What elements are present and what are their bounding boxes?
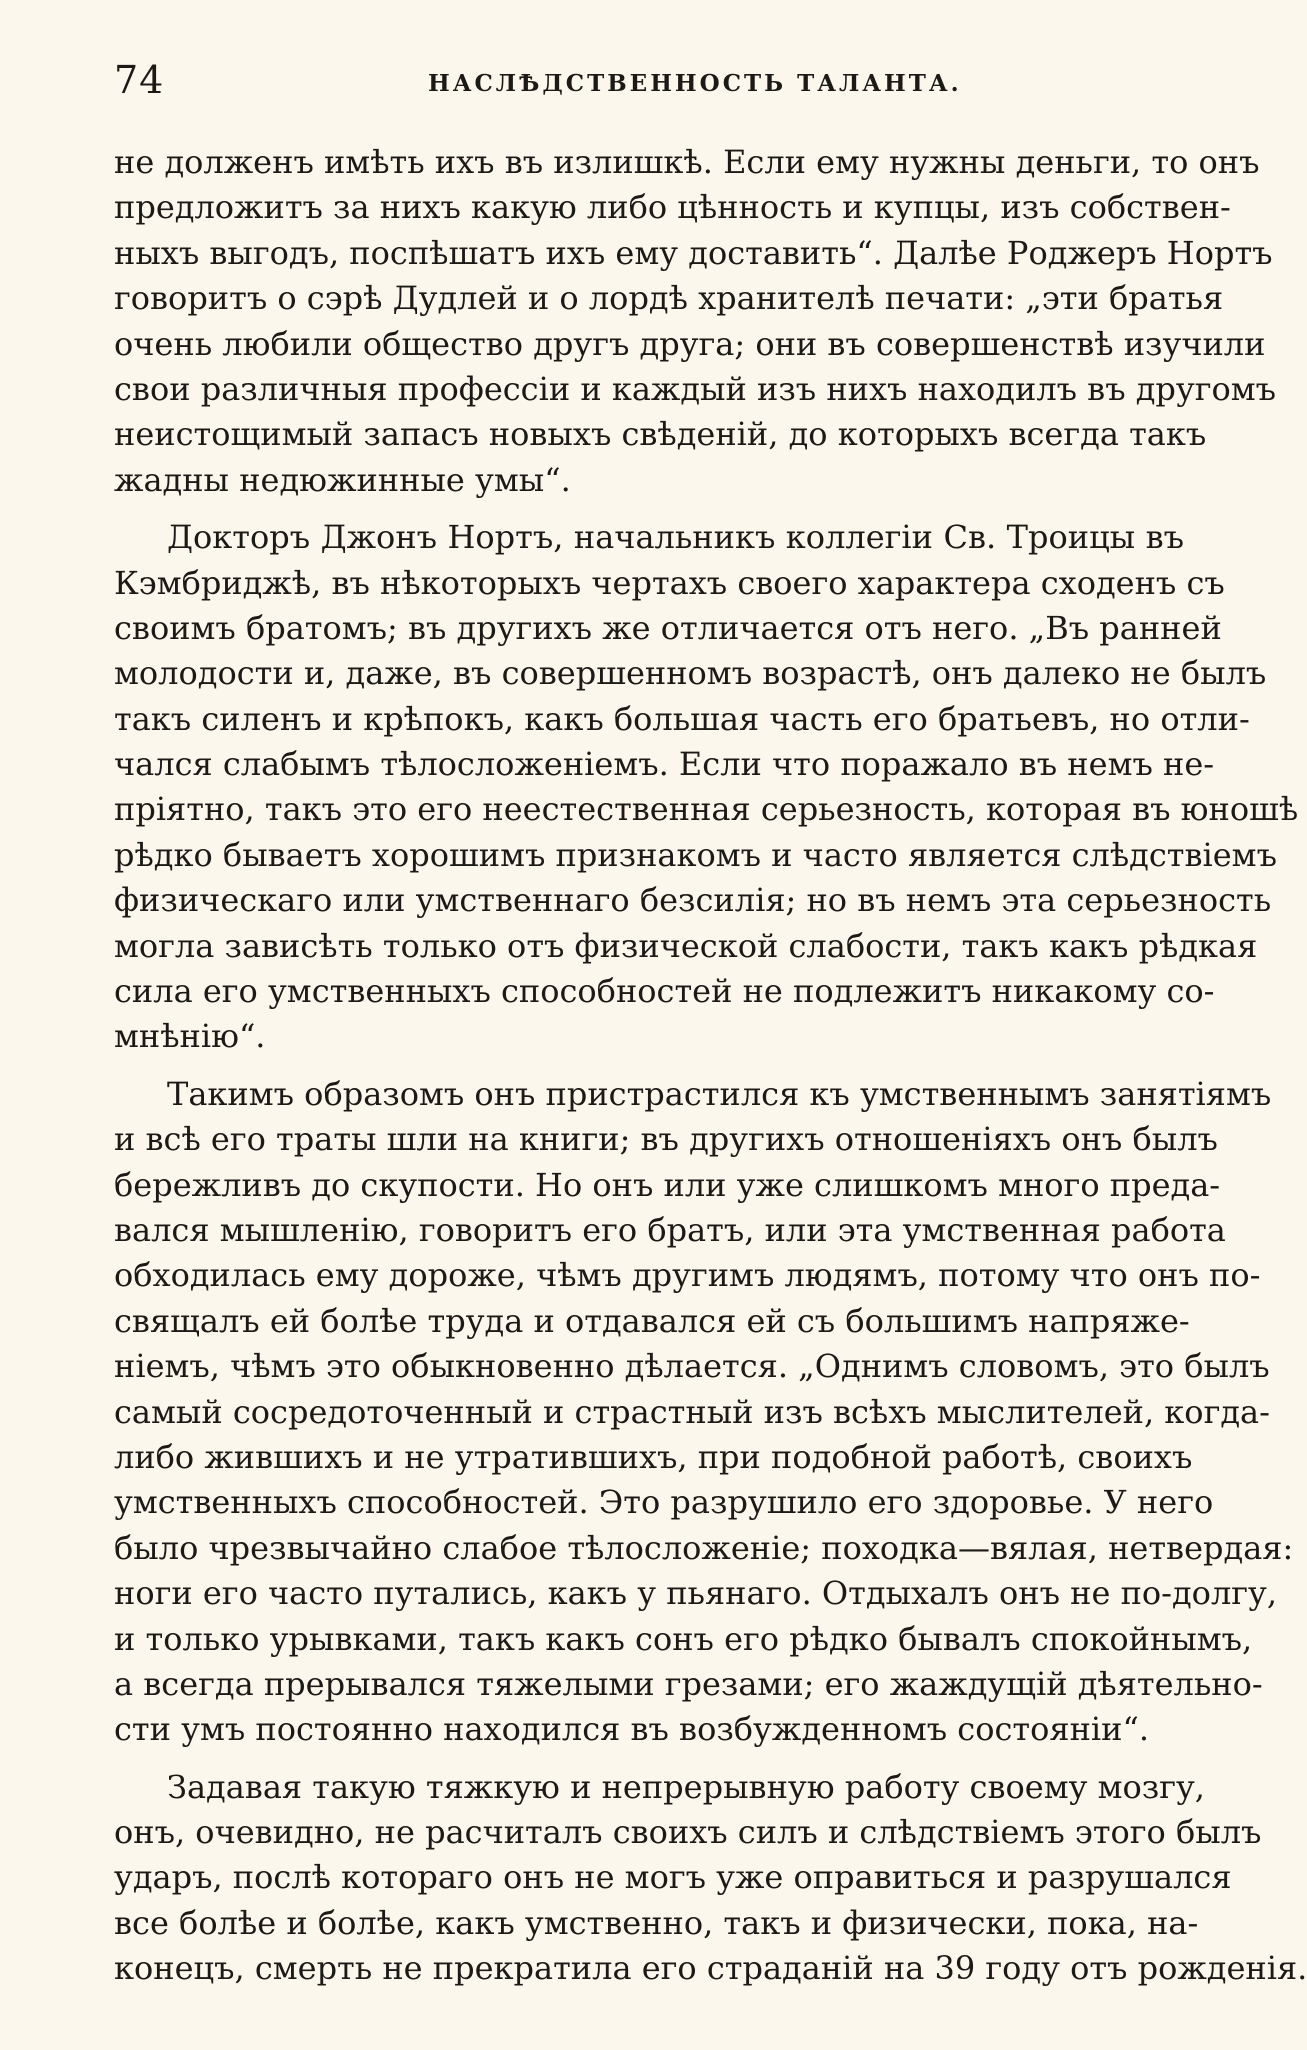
text-line: предложитъ за нихъ какую либо цѣнность и купцы, изъ собствен- <box>114 188 1231 227</box>
paragraph <box>114 140 1277 503</box>
text-line: вался мышленію, говоритъ его братъ, или эта умственная работа <box>114 1210 1226 1249</box>
text-line: говоритъ о сэрѣ Дудлей и о лордѣ хранителѣ печати: „эти братья <box>114 279 1224 318</box>
text-line: жадны недюжинные умы“. <box>114 460 571 499</box>
page-header <box>114 58 1184 108</box>
body-text <box>114 140 1307 1992</box>
text-line: сила его умственныхъ способностей не подлежитъ никакому со- <box>114 972 1215 1011</box>
text-line: не долженъ имѣть ихъ въ излишкѣ. Если ему нужны деньги, то онъ <box>114 143 1260 181</box>
text-line: рѣдко бываетъ хорошимъ признакомъ и часто является слѣдствіемъ <box>114 835 1277 874</box>
page-number: 74 <box>114 58 165 102</box>
text-line: могла зависѣть только отъ физической слабости, такъ какъ рѣдкая <box>114 926 1258 965</box>
text-line: и всѣ его траты шли на книги; въ другихъ отношеніяхъ онъ былъ <box>114 1120 1218 1159</box>
text-line: конецъ, смерть не прекратила его страданій на 39 году отъ рожденія. <box>114 1949 1307 1988</box>
text-line: умственныхъ способностей. Это разрушило его здоровье. У него <box>114 1483 1214 1522</box>
text-line: ударъ, послѣ котораго онъ не могъ уже оправиться и разрушался <box>114 1858 1232 1897</box>
text-line: онъ, очевидно, не расчиталъ своихъ силъ и слѣдствіемъ этого былъ <box>114 1813 1262 1852</box>
text-line: сти умъ постоянно находился въ возбужденномъ состояніи“. <box>114 1710 1149 1749</box>
text-line: самый сосредоточенный и страстный изъ всѣхъ мыслителей, когда- <box>114 1392 1270 1431</box>
text-line: обходилась ему дороже, чѣмъ другимъ людямъ, потому что онъ по- <box>114 1256 1261 1295</box>
text-line: либо жившихъ и не утратившихъ, при подобной работѣ, своихъ <box>114 1437 1193 1476</box>
paragraph <box>114 1765 1307 1992</box>
text-line: а всегда прерывался тяжелыми грезами; его жаждущій дѣятельно- <box>114 1664 1263 1703</box>
paragraph <box>114 515 1299 1060</box>
text-line: очень любили общество другъ друга; они въ совершенствѣ изучили <box>114 324 1266 363</box>
text-line: все болѣе и болѣе, какъ умственно, такъ и физически, пока, на- <box>114 1903 1199 1942</box>
text-line: Докторъ Джонъ Нортъ, начальникъ коллегіи Св. Троицы въ <box>167 518 1184 557</box>
text-line: Задавая такую тяжкую и непрерывную работу своему мозгу, <box>167 1767 1205 1806</box>
text-line: Такимъ образомъ онъ пристрастился къ умственнымъ занятіямъ <box>167 1074 1272 1113</box>
text-line: чался слабымъ тѣлосложеніемъ. Если что поражало въ немъ не- <box>114 745 1215 784</box>
text-line: было чрезвычайно слабое тѣлосложеніе; походка—вялая, нетвердая: <box>114 1528 1294 1567</box>
text-line: бережливъ до скупости. Но онъ или уже слишкомъ много преда- <box>114 1165 1221 1204</box>
text-line: неистощимый запасъ новыхъ свѣденій, до которыхъ всегда такъ <box>114 415 1207 454</box>
text-line: Кэмбриджѣ, въ нѣкоторыхъ чертахъ своего характера сходенъ съ <box>114 563 1225 602</box>
paragraph <box>114 1072 1294 1753</box>
running-title: НАСЛѢДСТВЕННОСТЬ ТАЛАНТА. <box>428 70 962 97</box>
text-line: ныхъ выгодъ, поспѣшатъ ихъ ему доставить“. Далѣе Роджеръ Нортъ <box>114 233 1273 272</box>
text-line: молодости и, даже, въ совершенномъ возрастѣ, онъ далеко не былъ <box>114 654 1267 693</box>
text-line: физическаго или умственнаго безсилія; но въ немъ эта серьезность <box>114 881 1272 920</box>
text-line: свои различныя профессіи и каждый изъ нихъ находилъ въ другомъ <box>114 369 1277 408</box>
text-line: свящалъ ей болѣе труда и отдавался ей съ большимъ напряже- <box>114 1301 1190 1340</box>
text-line: ноги его часто путались, какъ у пьянаго. Отдыхалъ онъ не по-долгу, <box>114 1574 1278 1613</box>
text-line: своимъ братомъ; въ другихъ же отличается отъ него. „Въ ранней <box>114 608 1222 647</box>
text-line: такъ силенъ и крѣпокъ, какъ большая часть его братьевъ, но отли- <box>114 699 1250 738</box>
text-line: и только урывками, такъ какъ сонъ его рѣдко бывалъ спокойнымъ, <box>114 1619 1253 1658</box>
text-line: ніемъ, чѣмъ это обыкновенно дѣлается. „Однимъ словомъ, это былъ <box>114 1347 1270 1386</box>
text-line: мнѣнію“. <box>114 1017 266 1056</box>
text-line: пріятно, такъ это его неестественная серьезность, которая въ юношѣ <box>114 790 1299 829</box>
